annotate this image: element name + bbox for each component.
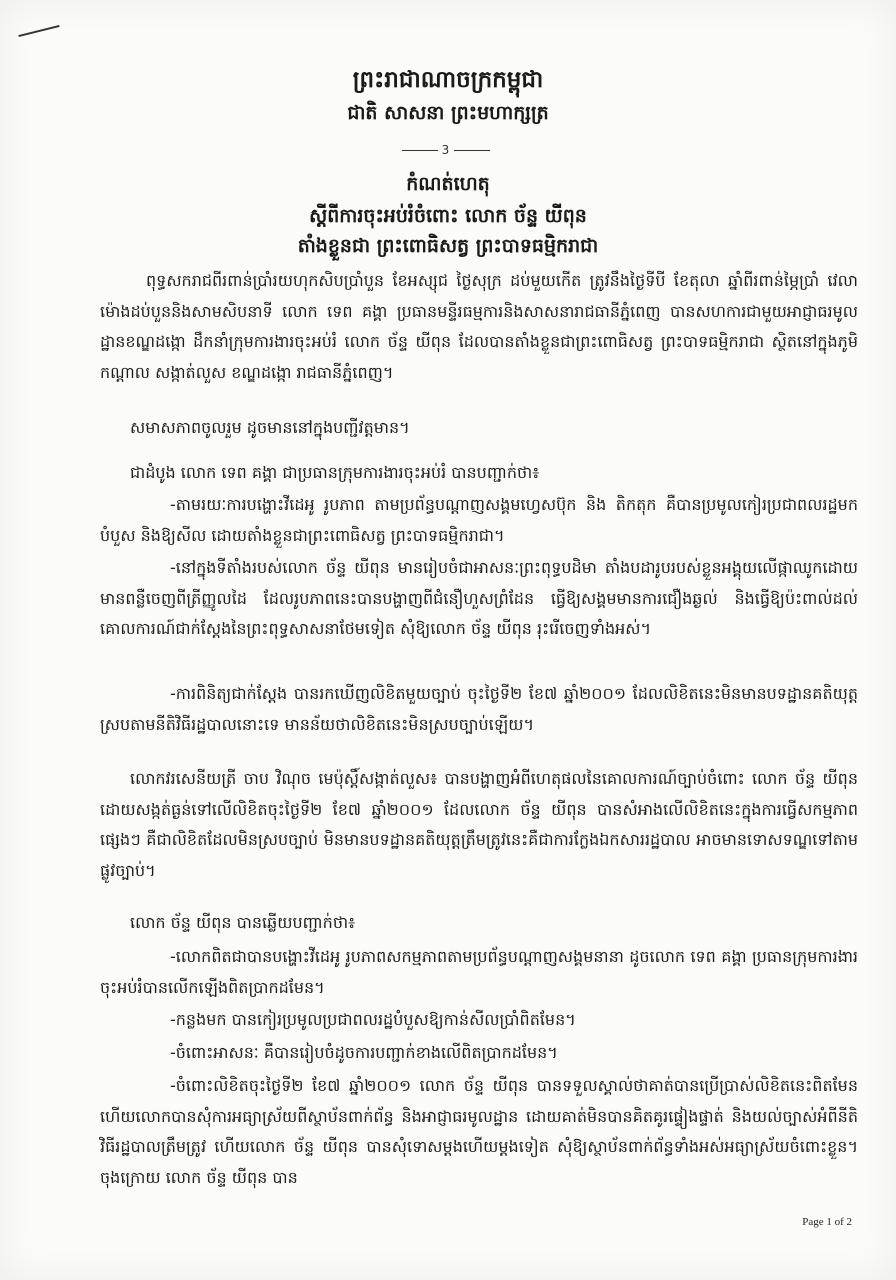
paragraph-chief-statement: ជាដំបូង លោក ទេព គង្គា ជាប្រធានក្រុមការងារចុះអប់រំ បានបញ្ជាក់ថា៖ [130, 463, 540, 482]
document-title: កំណត់ហេតុ [406, 173, 490, 195]
separator-ornament [402, 143, 490, 157]
list-item-1: -តាមរយៈការបង្ហោះវីដេអូ រូបភាព តាមប្រព័ន្ធបណ្ដាញសង្គមហ្វេសប៊ុក និង តិកតុក គឺបានប្រមូលកៀរប្រជាពលរដ្ឋមកបំបួស និងឱ្យសីល ដោយតាំងខ្លួនជាព្រះពោធិសត្វ ព្រះបាទធម្មិករាជា។ [100, 495, 858, 545]
list-item-4: -លោកពិតជាបានបង្ហោះវីដេអូ រូបភាពសកម្មភាពតាមប្រព័ន្ធបណ្ដាញសង្គមនានា ដូចលោក ទេព គង្គា ប្រធានក្រុមការងារចុះអប់រំបានលើកឡើងពិតប្រាកដមែន។ [100, 947, 858, 997]
list-item-6: -ចំពោះអាសនៈ គឺបានរៀបចំដូចការបញ្ជាក់ខាងលើពិតប្រាកដមែន។ [170, 1043, 558, 1062]
list-item-7: -ចំពោះលិខិតចុះថ្ងៃទី២ ខែ៧ ឆ្នាំ២០០១ លោក ច័ន្ទ យីពុន បានទទួលស្គាល់ថាគាត់បានប្រើប្រាស់លិខិតនេះពិតមែន ហើយលោកបានសុំការអធ្យាស្រ័យពីស្ថាប័នពាក់ព័ន្ធ និងអាជ្ញាធរមូលដ្ឋាន ដោយគាត់មិនបានគិតគូរផ្ទៀងផ្ទាត់ និងយល់ច្បាស់អំពីនីតិវិធីរដ្ឋបាលត្រឹមត្រូវ ហើយលោក ច័ន្ទ យីពុន បានសុំទោសម្ដងហើយម្ដងទៀត សុំឱ្យស្ថាប័នពាក់ព័ន្ធទាំងអស់អធ្យាស្រ័យចំពោះខ្លួន។ ចុងក្រោយ លោក ច័ន្ទ យីពុន បាន [100, 1076, 858, 1187]
motto-heading: ជាតិ សាសនា ព្រះមហាក្សត្រ [347, 102, 549, 124]
paragraph-attendance: សមាសភាពចូលរួម ដូចមាននៅក្នុងបញ្ជីវត្តមាន។ [130, 418, 410, 437]
separator-glyph: 3 [438, 143, 455, 157]
list-item-2: -នៅក្នុងទីតាំងរបស់លោក ច័ន្ទ យីពុន មានរៀបចំជាអាសនៈព្រះពុទ្ធបដិមា តាំងបដារូបរបស់ខ្លួនអង្គុយលើផ្កាឈូកដោយមានពន្លឺចេញពីត្រីញ្ញូលដៃ ដែលរូបភាពនេះបានបង្ហាញពីជំនឿហួសព្រំដែន ធ្វើឱ្យសង្គមមានការជឿងឆ្ងល់ និងធ្វើឱ្យប៉ះពាល់ដល់គោលការណ៍ជាក់ស្ដែងនៃព្រះពុទ្ធសាសនាថែមទៀត សុំឱ្យលោក ច័ន្ទ យីពុន រុះរើចេញទាំងអស់។ [100, 558, 858, 638]
document-subtitle-1: ស្ដីពីការចុះអប់រំចំពោះ លោក ច័ន្ទ យីពុន [309, 205, 587, 227]
page-number: Page 1 of 2 [802, 1216, 852, 1228]
list-item-5: -កន្លងមក បានកៀរប្រមូលប្រជាពលរដ្ឋបំបួសឱ្យកាន់សីលប្រាំពិតមែន។ [170, 1010, 576, 1029]
document-subtitle-2: តាំងខ្លួនជា ព្រះពោធិសត្វ ព្រះបាទធម្មិករាជា [297, 235, 599, 257]
paragraph-police-statement: លោកវរសេនីយត្រី ចាប វិណុច មេប៉ុស្តិ៍សង្កាត់លួស៖ បានបង្ហាញអំពីហេតុផលនៃគោលការណ៍ច្បាប់ចំពោះ លោក ច័ន្ទ យីពុន ដោយសង្កត់ធ្ងន់ទៅលើលិខិតចុះថ្ងៃទី២ ខែ៧ ឆ្នាំ២០០១ ដែលលោក ច័ន្ទ យីពុន បានសំអាងលើលិខិតនេះក្នុងការធ្វើសកម្មភាពផ្សេងៗ គឺជាលិខិតដែលមិនស្របច្បាប់ មិនមានបទដ្ឋានគតិយុត្តត្រឹមត្រូវនេះគឺជាការក្លែងឯកសាររដ្ឋបាល អាចមានទោសទណ្ឌទៅតាមផ្លូវច្បាប់។ [100, 769, 858, 880]
kingdom-heading: ព្រះរាជាណាចក្រកម្ពុជា [352, 67, 544, 93]
pen-mark [18, 25, 59, 37]
paragraph-response-intro: លោក ច័ន្ទ យីពុន បានឆ្លើយបញ្ជាក់ថា៖ [130, 913, 356, 932]
paragraph-intro: ពុទ្ធសករាជពីរពាន់ប្រាំរយហុកសិបប្រាំបួន ខែអស្សុជ ថ្ងៃសុក្រ ដប់មួយកើត ត្រូវនឹងថ្ងៃទីបី ខែតុលា ឆ្នាំពីរពាន់ម្ភៃប្រាំ វេលាម៉ោងដប់បួននិងសាមសិបនាទី លោក ទេព គង្គា ប្រធានមន្ទីរធម្មការនិងសាសនារាជធានីភ្នំពេញ បានសហការជាមួយអាជ្ញាធរមូលដ្ឋានខណ្ឌដង្កោ ដឹកនាំក្រុមការងារចុះអប់រំ លោក ច័ន្ទ យីពុន ដែលបានតាំងខ្លួនជាព្រះពោធិសត្វ ព្រះបាទធម្មិករាជា ស្ថិតនៅក្នុងភូមិកណ្ដាល សង្កាត់លួស ខណ្ឌដង្កោ រាជធានីភ្នំពេញ។ [100, 271, 858, 382]
list-item-3: -ការពិនិត្យជាក់ស្ដែង បានរកឃើញលិខិតមួយច្បាប់ ចុះថ្ងៃទី២ ខែ៧ ឆ្នាំ២០០១ ដែលលិខិតនេះមិនមានបទដ្ឋានគតិយុត្តស្របតាមនីតិវិធីរដ្ឋបាលនោះទេ មានន័យថាលិខិតនេះមិនស្របច្បាប់ឡើយ។ [100, 684, 858, 734]
